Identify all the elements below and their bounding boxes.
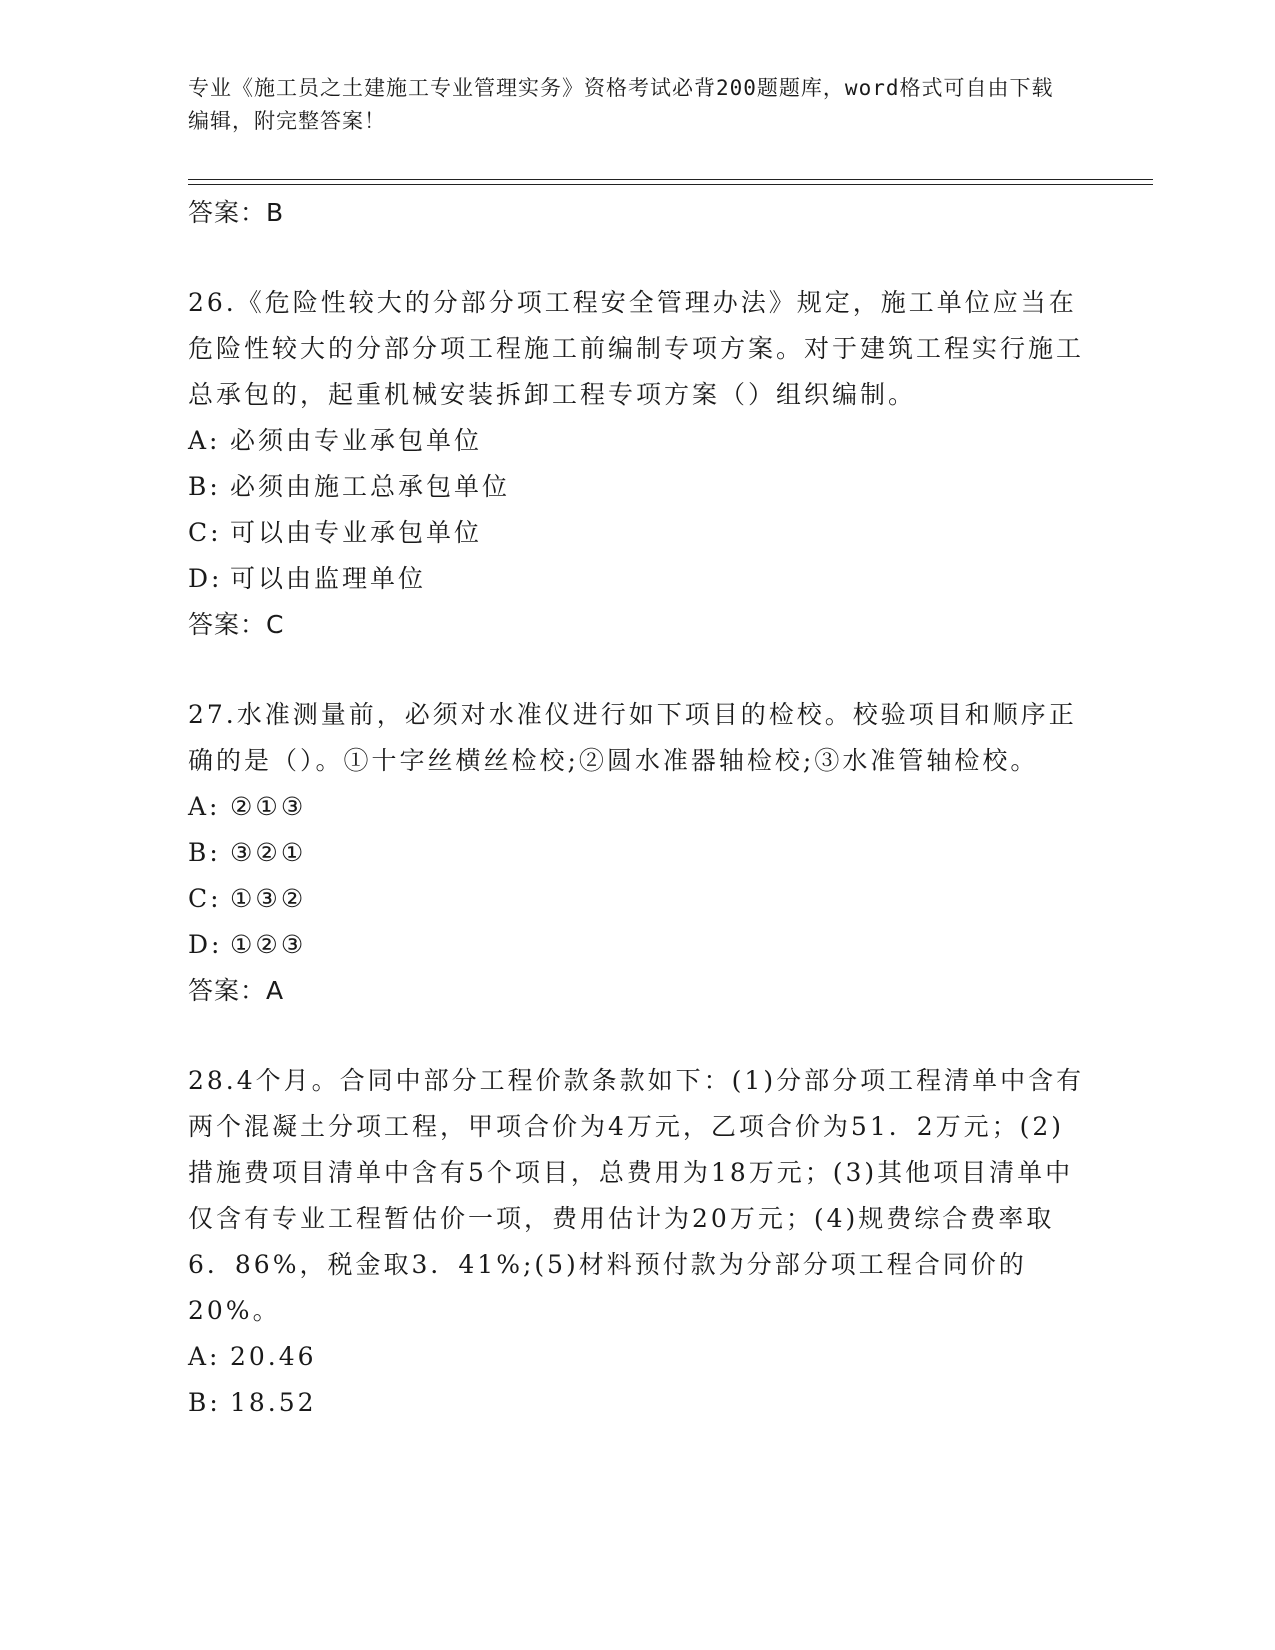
answer-line: 答案：C xyxy=(188,610,285,639)
option-text: ①②③ xyxy=(230,930,307,959)
document-header-title: 专业《施工员之土建施工专业管理实务》资格考试必背200题题库，word格式可自由下载编辑，附完整答案！ xyxy=(188,76,1054,133)
option-text: 20.46 xyxy=(230,1342,317,1371)
option-text: 18.52 xyxy=(230,1388,317,1417)
option-c xyxy=(188,876,1088,922)
question-item xyxy=(188,280,1088,648)
option-key: A: xyxy=(188,792,221,821)
previous-answer: 答案：B xyxy=(188,198,285,227)
option-text: 可以由专业承包单位 xyxy=(230,518,483,547)
option-text: 可以由监理单位 xyxy=(230,564,427,593)
question-item xyxy=(188,692,1088,1014)
option-a xyxy=(188,784,1088,830)
option-text: 必须由施工总承包单位 xyxy=(230,472,511,501)
option-text: ①③② xyxy=(230,884,307,913)
option-text: 必须由专业承包单位 xyxy=(230,426,483,455)
question-item xyxy=(188,1058,1088,1426)
header-divider xyxy=(188,179,1153,185)
option-c xyxy=(188,510,1088,556)
question-text: 27.水准测量前，必须对水准仪进行如下项目的检校。校验项目和顺序正确的是（）。①十字丝横丝检校;②圆水准器轴检校;③水准管轴检校。 xyxy=(188,700,1077,775)
question-list xyxy=(188,190,1088,1426)
option-b xyxy=(188,464,1088,510)
option-a xyxy=(188,418,1088,464)
option-a xyxy=(188,1334,1088,1380)
option-d xyxy=(188,556,1088,602)
option-b xyxy=(188,1380,1088,1426)
option-key: D: xyxy=(188,564,223,593)
option-key: C: xyxy=(188,884,222,913)
option-d xyxy=(188,922,1088,968)
option-text: ③②① xyxy=(230,838,307,867)
option-key: A: xyxy=(188,1342,221,1371)
question-text: 26.《危险性较大的分部分项工程安全管理办法》规定，施工单位应当在危险性较大的分部分项工程施工前编制专项方案。对于建筑工程实行施工总承包的，起重机械安装拆卸工程专项方案（）组织编制。 xyxy=(188,288,1085,409)
option-text: ②①③ xyxy=(230,792,307,821)
option-key: B: xyxy=(188,1388,221,1417)
question-text: 28.4个月。合同中部分工程价款条款如下：(1)分部分项工程清单中含有两个混凝土分项工程，甲项合价为4万元，乙项合价为51．2万元；(2)措施费项目清单中含有5个项目，总费用为18万元；(3)其他项目清单中仅含有专业工程暂估价一项，费用估计为20万元；(4)规费综合费率取6．86%，税金取3．41%;(5)材料预付款为分部分项工程合同价的20%。 xyxy=(188,1066,1085,1325)
option-key: B: xyxy=(188,838,221,867)
option-key: D: xyxy=(188,930,223,959)
option-b xyxy=(188,830,1088,876)
option-key: C: xyxy=(188,518,222,547)
answer-line: 答案：A xyxy=(188,976,285,1005)
option-key: A: xyxy=(188,426,221,455)
option-key: B: xyxy=(188,472,221,501)
